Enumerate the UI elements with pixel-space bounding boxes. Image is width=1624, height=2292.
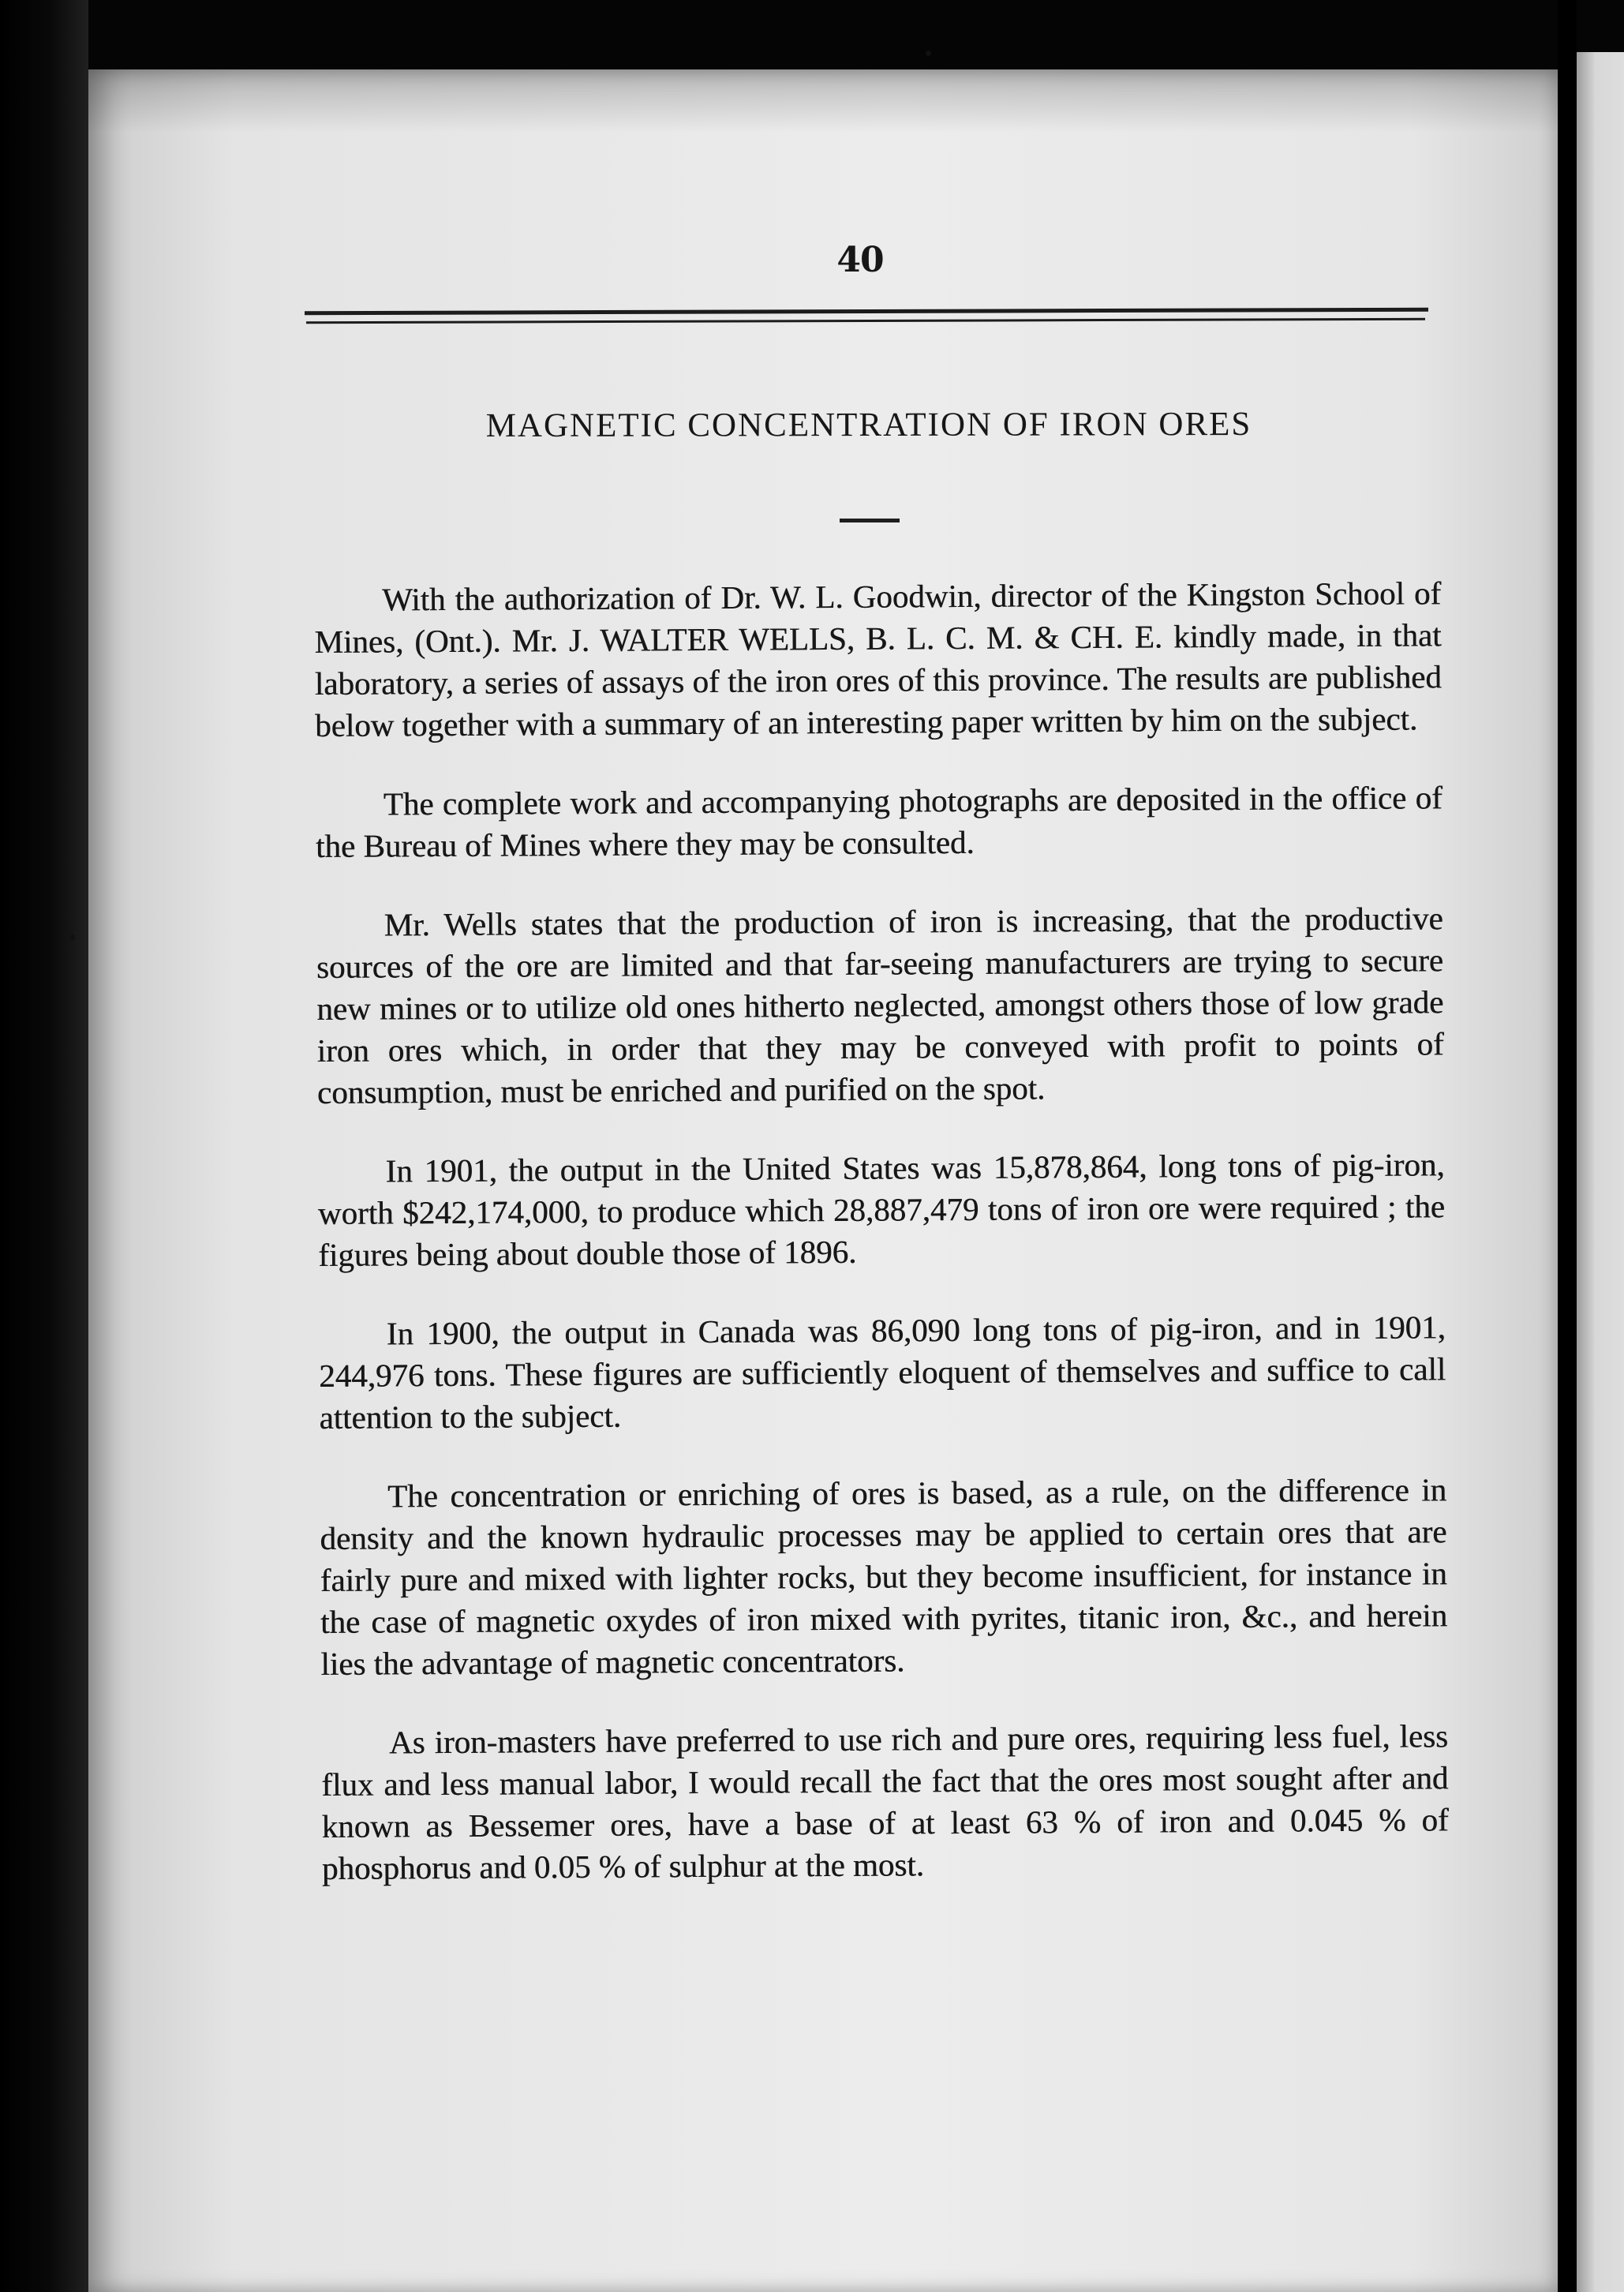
paragraph-production-increasing: Mr. Wells states that the production of iron is increasing, that the productive sources of the ore are limited and that far-seeing manufacturers are trying to secure new mines or to utilize old ones hitherto neglected, amongst others those of low grade iron ores which, in order that they may be conveyed with profit to points of consumption, must be enriched and purified on the spot. (316, 900, 1444, 1110)
paragraph-united-states-output: In 1901, the output in the United States was 15,878,864, long tons of pig-iron, worth $242,174,000, to produce which 28,887,479 tons of iron ore were required ; the figures being about double those of 1896. (317, 1146, 1446, 1273)
page-number: 40 (836, 240, 884, 280)
scan-speck (70, 934, 75, 941)
page-gutter (1558, 0, 1577, 2292)
paragraph-concentration: The concentration or enriching of ores is based, as a rule, on the difference in density and the known hydraulic processes may be applied to certain ores that are fairly pure and mixed with lighter rocks, but they become insufficient, for instance in the case of magnetic oxydes of iron mixed with pyrites, titanic iron, &c., and herein lies the advantage of magnetic concentrators. (320, 1471, 1448, 1682)
paragraph-bessemer-ores: As iron-masters have preferred to use rich and pure ores, requiring less fuel, less flux and less manual labor, I would recall the fact that the ores most sought after and known as Bessemer ores, have a base of at least 63 % of iron and 0.045 % of phosphorus and 0.05 % of sulphur at the most. (321, 1717, 1449, 1886)
document-title: MAGNETIC CONCENTRATION OF IRON ORES (485, 405, 1252, 445)
scan-speck (926, 51, 931, 56)
document-body (314, 572, 1449, 1889)
paragraph-canada-output: In 1900, the output in Canada was 86,090 long tons of pig-iron, and in 1901, 244,976 tons. These figures are sufficiently eloquent of themselves and suffice to call attention to the subject. (319, 1309, 1446, 1436)
title-divider (840, 519, 900, 522)
top-page-shadow (88, 69, 1558, 133)
left-dark-binding-edge (0, 0, 88, 2292)
adjacent-page-edge (1577, 52, 1624, 2292)
paragraph-authorization: With the authorization of Dr. W. L. Goodwin, director of the Kingston School of Mines, (Ont.). Mr. J. WALTER WELLS, B. L. C. M. & CH. E. kindly made, in that laboratory, a series of assays of the iron ores of this province. The results are published below together with a summary of an interesting paper written by him on the subject. (314, 575, 1442, 743)
paragraph-deposited-work: The complete work and accompanying photographs are deposited in the office of the Bureau of Mines where they may be consulted. (315, 779, 1443, 864)
scan-speck (62, 186, 65, 190)
